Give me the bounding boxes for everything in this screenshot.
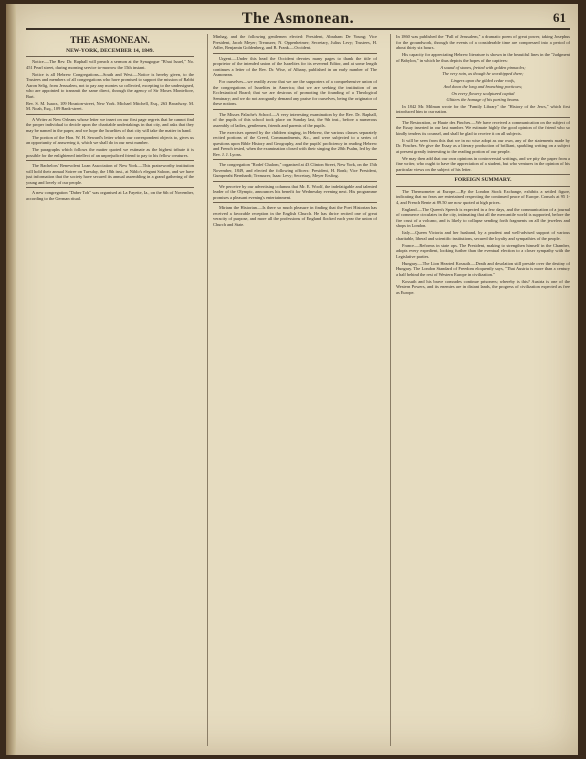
divider <box>213 53 377 54</box>
divider <box>26 114 194 115</box>
binding-edge <box>6 4 16 755</box>
masthead-title: The Asmonean. <box>241 10 355 27</box>
foreign-paragraph: France.—Reforms in state ops. The President, making to strengthen himself in the Chamber, adopts every expedient, looking further than the eventual election to a closer sympathy with the Legislative parties. <box>396 242 570 259</box>
divider <box>213 202 377 203</box>
section-heading: FOREIGN SUMMARY. <box>454 177 512 183</box>
masthead <box>26 10 570 30</box>
poem-line: And down the long and branching porticoes; <box>443 84 523 89</box>
column-3 <box>390 34 570 746</box>
divider <box>26 187 194 188</box>
poem-line: Glitters the homage of his parting beams. <box>446 97 520 102</box>
notice-paragraph: The portion of the Hon. W. H. Seward's letter which our correspondent objects to, gives us an opportunity of answering it, which we shall do in our next number. <box>26 134 194 145</box>
article-paragraph: The exercises opened by the children singing, in Hebrew, the various classes separately recited portions of the Creed, Commandments, &c., and were subjected to a series of questions upon Bible History and Geography, and the pupils' proficiency in reading Hebrew and French tested, when the examination closed with their singing the 20th Psalm, led by the Rev. J. J. Lyons. <box>213 129 377 157</box>
column-1 <box>26 34 194 746</box>
article-paragraph: The Restoration, or Haute des Finches.—We have received a communication on the subject of the Essay inserted in our last number. We estimate highly the good opinion of the friend who so kindly tenders its counsel, and shall be glad to receive it on all subjects. <box>396 119 570 136</box>
poem-line: A sound of stones, fretted with golden pinnacles; <box>440 64 526 70</box>
notice-paragraph: Notice.—The Rev. Dr. Raphall will preach a sermon at the Synagogue "B'nai Israel," No. 451 Pearl street, during morning service to-morrow the 15th instant. <box>26 59 194 70</box>
article-paragraph: For ourselves—we readily avow that we are the supporters of a comprehensive union of the congregations of Israelites in America; that we are seeking the institution of an Ecclesiastical Board; that we are desirous of promoting the founding of a Theological Seminary; and we do not arrogantly demand any praise for ourselves, being the originator of these notions. <box>213 79 377 106</box>
notice-paragraph: A Writer at New Orleans whose letter we insert on our first page regrets that he cannot find the proper individual to decide upon the charitable undertakings in that city, and asks that they may be named in the paper, and we hope the Israelites of that city will take the matter in hand. <box>26 116 194 133</box>
divider <box>396 174 570 175</box>
divider <box>26 160 194 161</box>
dateline: NEW-YORK, DECEMBER 14, 1849. <box>26 48 194 57</box>
article-paragraph: The Misses Palache's School.—A very interesting examination by the Rev. Dr. Raphall, of the pupils of this school took place on Sunday last, the 9th inst., before a numerous assembly of ladies, gentlemen, friends and parents of the pupils. <box>213 111 377 128</box>
divider <box>213 109 377 110</box>
notice-paragraph: Rev. S. M. Isaacs, 109 Houston-street, New York. Michael Mitchell, Esq., 263 Broadway. M. M. Noah, Esq., 109 Bank-street. <box>26 100 194 111</box>
column-2 <box>207 34 377 746</box>
page-number: 61 <box>553 10 566 25</box>
article-paragraph: The congregation "Rodef Chalom," organised at 43 Clinton Street, New York, on the 15th November, 1849, and elected the following officers: President, H. Bonk; Vice President, Gumpreaht Bernhardt; Treasurer, Isaac Levy; Secretary, Meyer Ersfing. <box>213 162 377 178</box>
article-paragraph: Miriam the Historian.—Is there so much pleasure in finding that the Poet Historian has received a favorable reception in the English Church. He has thrice recited one of great veracity of purpose, and more all the professions of England flocked each year the union of Church and State. <box>213 205 377 227</box>
article-paragraph: It will be seen from this that we in no wise adopt as our own, any of the statements made by Dr. Finches. We give the Essay as a literary production of brilliant, sparkling writing on a subject at present greatly interesting to the reading portion of our people. <box>396 137 570 154</box>
foreign-paragraph: Hungary.—The Lion Hearted Kossuth.—Death and desolation still preside over the destiny of Hungary. The London Standard of Freedom eloquently says, "That Austria is more than a century a half behind the rest of Western Europe in civilization." <box>396 260 570 277</box>
article-paragraph: We may then add that our own opinions in controversial writings, and we pity the paper from a fine writer, who ought to have the appreciation of a student, but who ventures in the opinion of his particular views on the subject of his letter. <box>396 155 570 172</box>
foreign-paragraph: Kossuth and his brave comrades continue prisoners; whereby is this? Austria is one of the Western Powers, and its enemies are in distant lands, the progress of civilization expected as free as Europe. <box>396 278 570 295</box>
article-paragraph: His capacity for appreciating Hebrew literature is shown in the beautiful lines in the "Judgment of Babylon," in which he thus depicts the hopes of the captives: <box>396 52 570 63</box>
newspaper-page <box>6 4 578 755</box>
notice-paragraph: Notice is all Hebrew Congregations—South and West.—Notice is hereby given, to the Trustees and members of all congregations who have promised to support the mission of Rabbi Aaron Selig, from Jerusalem, not to pay any monies so collected, excepting to the undersigned, who are appointed to transmit the same direct, through the agency of Sir Moses Montefiore, Bart. <box>26 71 194 99</box>
poem-line: Lingers upon the gilded cedar roofs, <box>451 77 515 83</box>
article-paragraph: Minhag, and the following gentlemen elected: President, Abraham De Young; Vice President, Jacob Meyer; Treasurer, N. Oppenheimer; Secretary, Julius Levy; Trustees, H. Adler, Benjamin Goldenberg, and B. Frank.—Occident. <box>213 34 377 50</box>
article-paragraph: In 1860 was published the "Fall of Jerusalem," a dramatic poem of great power, taking Josephus for the groundwork, through the events of a considerable time are compressed into a period of about thirty six hours. <box>396 34 570 50</box>
poem-line: On every flowery sculptured capital <box>451 90 515 96</box>
divider <box>213 181 377 182</box>
foreign-paragraph: England.—The Queen's Speech is expected in a few days, and the communication of a journal of commerce circulates in the city, intimating that all the mercantile world is supported, before the fire crust of a volcano, and is likely to collapse sending forth fragments on all the jewelers and shops in London. <box>396 206 570 228</box>
article-paragraph: We perceive by our advertising columns that Mr. E. Woolf, the indefatigable and talented leader of the Olympic, announces his benefit for Wednesday evening next. His programme promises a pleasant evening's entertainment. <box>213 183 377 200</box>
article-paragraph: In 1842 Mr. Milman wrote for the "Family Library" the "History of the Jews," which first introduced him to our nation. <box>396 103 570 114</box>
divider <box>396 117 570 118</box>
foreign-paragraph: The Thermometer at Europe.—By the London Stock Exchange, exhibits a settled figure, indicating that no fears are entertained respecting the continued peace of Europe. Consols at 95 1-4, and French Rente at 89.50 are now quoted at high prices. <box>396 188 570 205</box>
foreign-paragraph: Italy.—Queen Victoria and her husband, by a prudent and well-advised support of various charitable, liberal and scientific institutions, secured the loyalty and sympathies of the people. <box>396 230 570 241</box>
poem-line: The very rain, as though he worshipped there; <box>442 71 524 76</box>
article-paragraph: Urgent.—Under this head the Occident devotes many pages to thank the title of proprietor of the intended union of the Israelites for its reverend Editor, and at some length continues a letter of the Rev. Dr. Wise, of Albany, published in an early number of The Asmonean. <box>213 55 377 77</box>
notice-paragraph: A new congregation "Daber Tob" was organised at La Fayette, Ia., on the 6th of November, according to the German ritual. <box>26 190 194 201</box>
paper-title: THE ASMONEAN. <box>70 36 150 46</box>
notice-paragraph: The Bachelors' Benevolent Loan Association of New York.—This praiseworthy institution will hold their annual Soiree on Tuesday, the 18th inst., at Niblo's elegant Saloon, and we have just information that the society have secured its annual assembling in a grand gathering of the young and lovely of our people. <box>26 163 194 185</box>
divider <box>213 159 377 160</box>
notice-paragraph: The paragraphs which follows the matter quoted we estimate as the highest tribute it is possible for the enlightened intellect of an unprejudiced friend to pay to his fellow creatures. <box>26 147 194 158</box>
divider <box>396 186 570 187</box>
